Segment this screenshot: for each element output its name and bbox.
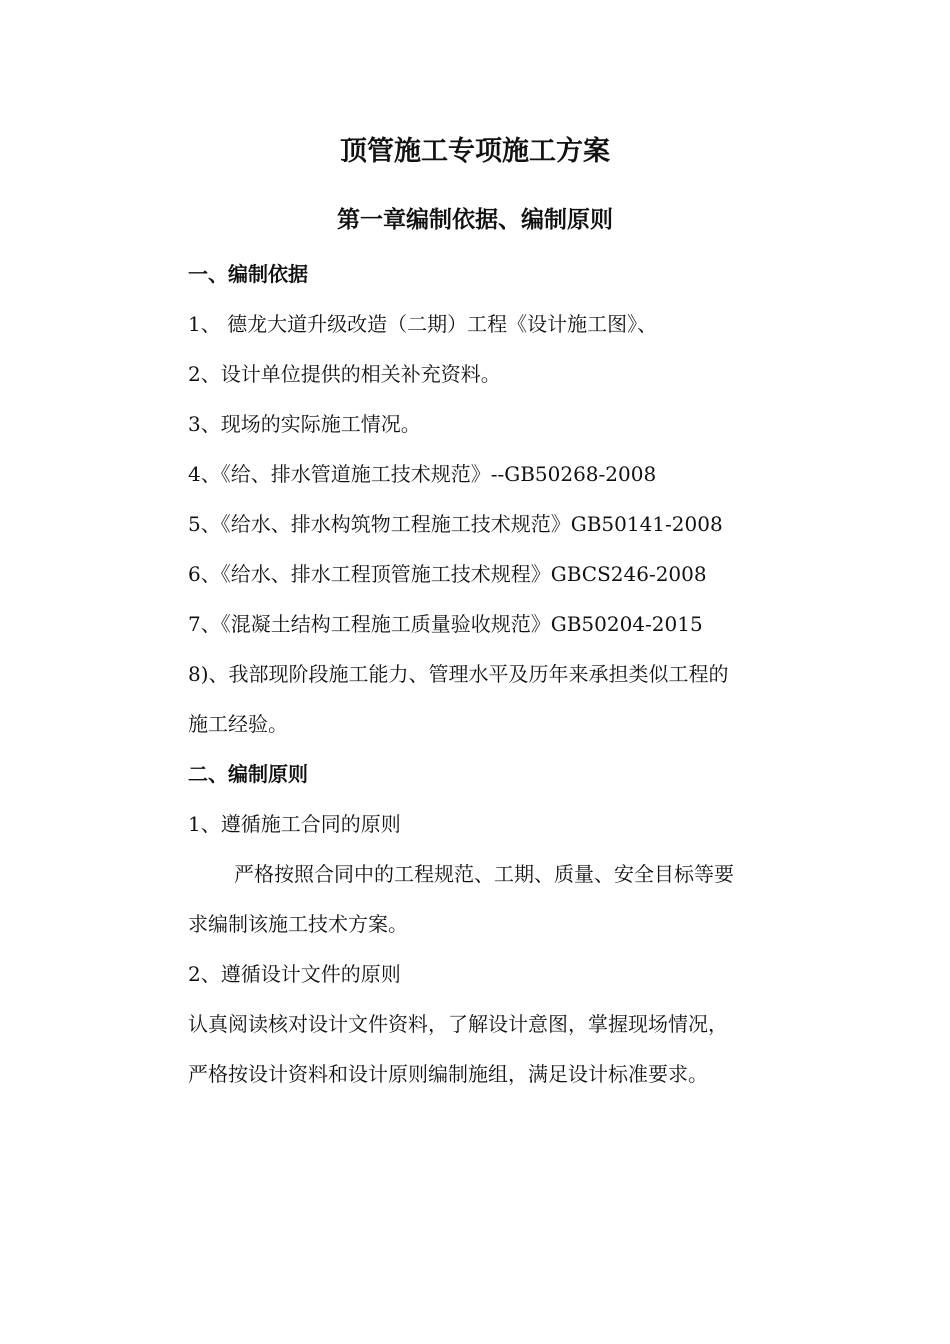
basis-item-5: 5、《给水、排水构筑物工程施工技术规范》GB50141-2008 <box>188 512 723 536</box>
section-heading-principles: 二、编制原则 <box>188 762 308 786</box>
section-heading-basis: 一、编制依据 <box>188 262 308 286</box>
chapter-title: 第一章编制依据、编制原则 <box>337 207 613 233</box>
principle-2-text-continued: 严格按设计资料和设计原则编制施组，满足设计标准要求。 <box>188 1062 708 1086</box>
principle-1-title: 1、遵循施工合同的原则 <box>188 812 401 836</box>
principle-2-title: 2、遵循设计文件的原则 <box>188 962 401 986</box>
document-title: 顶管施工专项施工方案 <box>340 136 610 167</box>
basis-item-2: 2、设计单位提供的相关补充资料。 <box>188 362 501 386</box>
basis-item-7: 7、《混凝土结构工程施工质量验收规范》GB50204-2015 <box>188 612 703 636</box>
principle-2-text: 认真阅读核对设计文件资料，了解设计意图，掌握现场情况， <box>188 1012 728 1036</box>
principle-1-text-continued: 求编制该施工技术方案。 <box>188 912 408 936</box>
basis-item-4: 4、《给、排水管道施工技术规范》--GB50268-2008 <box>188 462 657 486</box>
principle-1-text: 严格按照合同中的工程规范、工期、质量、安全目标等要 <box>234 862 734 886</box>
basis-item-8: 8)、我部现阶段施工能力、管理水平及历年来承担类似工程的 <box>188 662 729 686</box>
basis-item-1: 1、 德龙大道升级改造（二期）工程《设计施工图》、 <box>188 312 658 336</box>
document-body <box>188 254 798 1104</box>
basis-item-8-continued: 施工经验。 <box>188 712 288 736</box>
basis-item-3: 3、现场的实际施工情况。 <box>188 412 421 436</box>
basis-item-6: 6、《给水、排水工程顶管施工技术规程》GBCS246-2008 <box>188 562 707 586</box>
